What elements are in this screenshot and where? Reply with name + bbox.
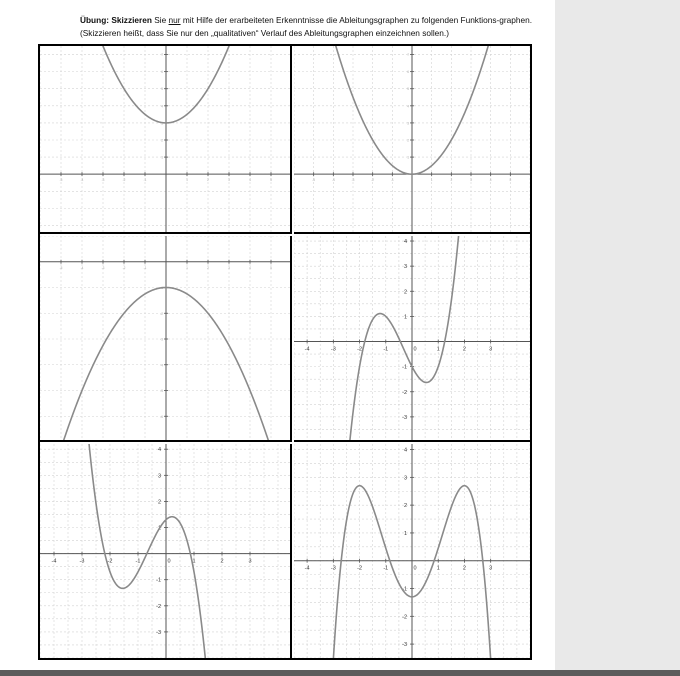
y-tick-label: 3 bbox=[407, 121, 409, 126]
x-tick-label: -3 bbox=[330, 346, 336, 353]
x-tick-label: -5 bbox=[312, 178, 316, 183]
y-tick-label: 3 bbox=[157, 473, 161, 480]
graph-panel-4 bbox=[294, 236, 530, 442]
x-tick-label: 1 bbox=[436, 346, 440, 353]
y-tick-label: -3 bbox=[160, 337, 163, 342]
y-tick-label: 4 bbox=[157, 447, 161, 454]
x-tick-label: -1 bbox=[383, 346, 389, 353]
y-tick-label: 2 bbox=[403, 503, 407, 510]
x-tick-label: 2 bbox=[220, 558, 224, 565]
y-tick-label: 4 bbox=[403, 447, 407, 454]
graph-p1 bbox=[40, 46, 292, 234]
graph-panel-3 bbox=[40, 236, 292, 442]
x-tick-label: -4 bbox=[80, 178, 84, 183]
y-tick-label: -1 bbox=[156, 577, 161, 584]
x-tick-label: 3 bbox=[248, 558, 252, 565]
x-tick-label: 0 bbox=[413, 565, 417, 572]
graph-panel-5 bbox=[40, 444, 292, 658]
viewer-background bbox=[555, 0, 680, 670]
x-tick-label: -5 bbox=[59, 265, 63, 270]
x-tick-label: 1 bbox=[186, 178, 188, 183]
x-tick-label: -1 bbox=[135, 558, 141, 565]
graph-p6 bbox=[294, 444, 530, 658]
x-tick-label: 2 bbox=[207, 265, 209, 270]
y-tick-label: -1 bbox=[402, 586, 407, 593]
x-tick-label: 0 bbox=[167, 558, 171, 565]
x-tick-label: 4 bbox=[249, 178, 251, 183]
y-tick-label: 2 bbox=[161, 138, 163, 143]
x-tick-label: -1 bbox=[143, 178, 147, 183]
graph-panel-6 bbox=[294, 444, 530, 658]
x-tick-label: -2 bbox=[107, 558, 113, 565]
y-tick-label: 6 bbox=[407, 70, 409, 75]
x-tick-label: -3 bbox=[351, 178, 355, 183]
y-tick-label: -3 bbox=[156, 629, 161, 636]
y-tick-label: 1 bbox=[161, 155, 163, 160]
y-tick-label: 2 bbox=[407, 138, 409, 143]
x-tick-label: -1 bbox=[390, 178, 394, 183]
y-tick-label: 3 bbox=[403, 264, 407, 271]
x-tick-label: -2 bbox=[122, 178, 126, 183]
x-tick-label: -5 bbox=[59, 178, 63, 183]
y-tick-label: 1 bbox=[403, 530, 407, 537]
y-tick-label: 1 bbox=[403, 314, 407, 321]
y-tick-label: -6 bbox=[160, 414, 163, 419]
x-tick-label: 3 bbox=[228, 265, 230, 270]
y-tick-label: 5 bbox=[161, 87, 163, 92]
y-tick-label: -1 bbox=[402, 364, 407, 371]
graph-p2 bbox=[294, 46, 530, 234]
x-tick-label: 5 bbox=[509, 178, 512, 183]
x-tick-label: -3 bbox=[330, 565, 336, 572]
x-tick-label: 4 bbox=[249, 265, 251, 270]
x-tick-label: 3 bbox=[489, 346, 493, 353]
x-tick-label: 5 bbox=[270, 265, 272, 270]
y-tick-label: -1 bbox=[160, 286, 163, 290]
y-tick-label: -5 bbox=[160, 389, 163, 393]
x-tick-label: 2 bbox=[462, 346, 466, 353]
x-tick-label: -2 bbox=[357, 565, 363, 572]
x-tick-label: 2 bbox=[207, 178, 209, 183]
x-tick-label: 4 bbox=[489, 178, 492, 183]
x-tick-label: 3 bbox=[228, 178, 230, 183]
x-tick-label: 1 bbox=[436, 565, 440, 572]
graph-p5 bbox=[40, 444, 292, 658]
viewer-bottom-edge bbox=[0, 670, 680, 676]
y-tick-label: 3 bbox=[403, 475, 407, 482]
exercise-instructions bbox=[80, 14, 540, 39]
y-tick-label: 7 bbox=[161, 53, 163, 58]
instructions-text1: Sie bbox=[151, 15, 169, 25]
y-tick-label: -2 bbox=[160, 311, 163, 316]
graph-panel-1 bbox=[40, 46, 292, 234]
y-tick-label: 2 bbox=[403, 289, 407, 296]
y-tick-label: 7 bbox=[407, 53, 409, 58]
x-tick-label: -4 bbox=[304, 565, 310, 572]
y-tick-label: 6 bbox=[161, 70, 163, 75]
graph-panel-2 bbox=[294, 46, 530, 234]
instructions-prefix: Übung: bbox=[80, 15, 112, 25]
y-tick-label: -2 bbox=[156, 603, 161, 610]
x-tick-label: -2 bbox=[122, 265, 126, 270]
x-tick-label: -4 bbox=[80, 265, 84, 270]
y-tick-label: 4 bbox=[407, 104, 409, 109]
x-tick-label: 3 bbox=[489, 565, 493, 572]
x-tick-label: 5 bbox=[270, 178, 272, 183]
x-tick-label: -3 bbox=[101, 178, 105, 183]
graph-p3 bbox=[40, 236, 292, 442]
x-tick-label: -4 bbox=[304, 346, 310, 353]
y-tick-label: 5 bbox=[407, 87, 409, 92]
y-tick-label: -3 bbox=[402, 414, 407, 421]
graph-p4 bbox=[294, 236, 530, 442]
x-tick-label: -4 bbox=[331, 178, 335, 183]
x-tick-label: -2 bbox=[371, 178, 375, 183]
x-tick-label: -3 bbox=[101, 265, 105, 270]
y-tick-label: -2 bbox=[402, 614, 407, 621]
y-tick-label: 3 bbox=[161, 121, 163, 126]
y-tick-label: 4 bbox=[403, 239, 407, 246]
x-tick-label: -2 bbox=[357, 346, 363, 353]
y-tick-label: 4 bbox=[161, 104, 163, 109]
y-tick-label: -4 bbox=[160, 363, 163, 368]
instructions-underlined: nur bbox=[168, 15, 181, 25]
x-tick-label: -3 bbox=[79, 558, 85, 565]
y-tick-label: -2 bbox=[402, 389, 407, 396]
y-tick-label: 1 bbox=[157, 525, 161, 532]
x-tick-label: 1 bbox=[192, 558, 196, 565]
y-tick-label: 1 bbox=[407, 155, 409, 160]
instructions-text2: mit Hilfe der erarbeiteten Erkenntnisse die Ableitungsgraphen zu folgenden Funktions-graphen. (Skizzieren heißt, dass Sie nur den „qualitativen“ Verlauf des Ableitungsgraphen einzeichnen sollen.) bbox=[80, 15, 532, 38]
x-tick-label: 2 bbox=[450, 178, 453, 183]
x-tick-label: 3 bbox=[470, 178, 472, 183]
x-tick-label: 1 bbox=[186, 265, 188, 270]
x-tick-label: 0 bbox=[413, 346, 417, 353]
x-tick-label: 1 bbox=[430, 178, 433, 183]
x-tick-label: 2 bbox=[462, 565, 466, 572]
y-tick-label: -3 bbox=[402, 642, 407, 649]
y-tick-label: 2 bbox=[157, 499, 161, 506]
instructions-bold: Skizzieren bbox=[111, 15, 152, 25]
x-tick-label: -4 bbox=[51, 558, 57, 565]
x-tick-label: -1 bbox=[143, 265, 147, 270]
x-tick-label: -1 bbox=[383, 565, 389, 572]
